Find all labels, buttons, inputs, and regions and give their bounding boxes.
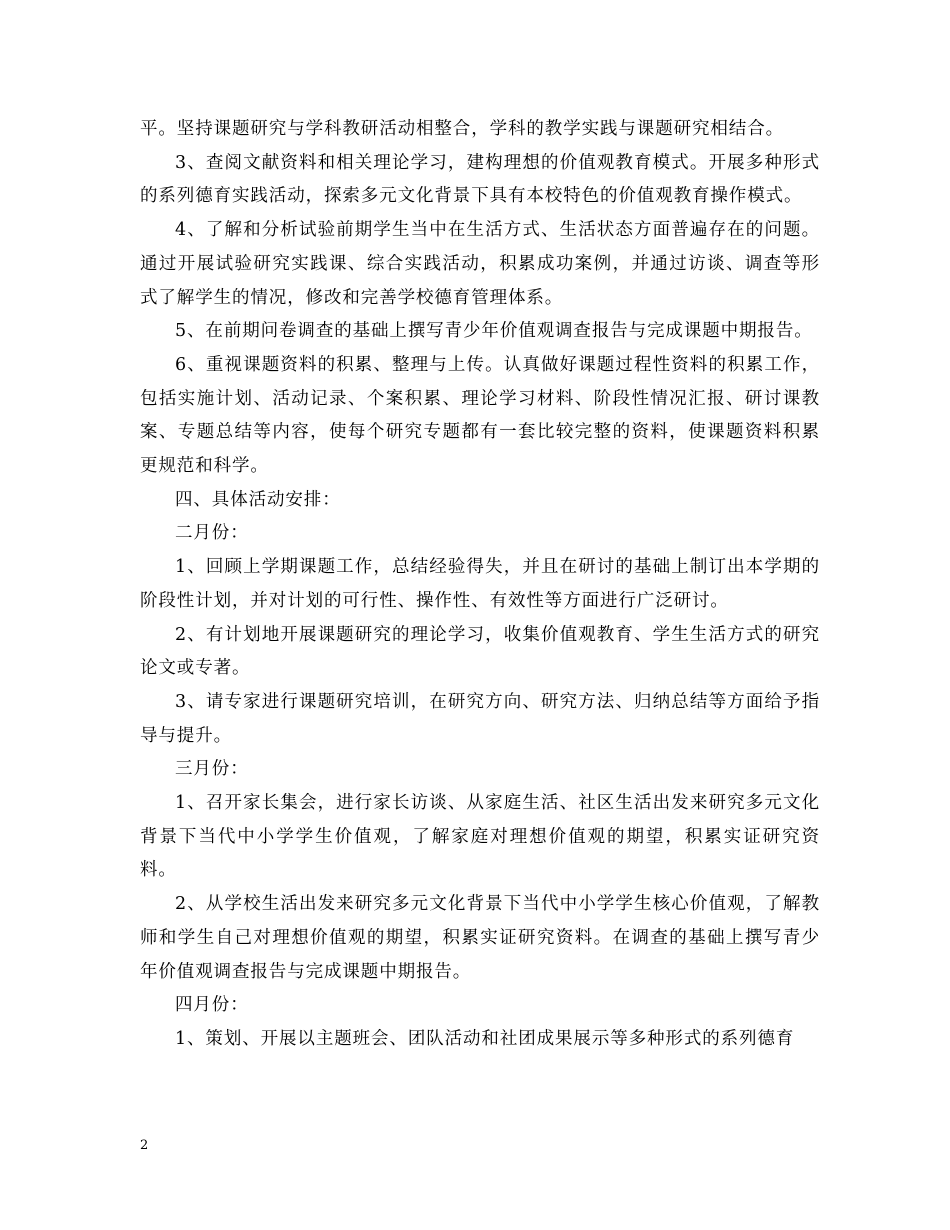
february-item-2: 2、有计划地开展课题研究的理论学习，收集价值观教育、学生生活方式的研究论文或专著。 [140,624,820,679]
page-number: 2 [140,1138,149,1153]
month-heading-february: 二月份： [175,523,249,544]
paragraph-item-6: 6、重视课题资料的积累、整理与上传。认真做好课题过程性资料的积累工作，包括实施计划、活动记录、个案积累、理论学习材料、阶段性情况汇报、研讨课教案、专题总结等内容，使每个研究专题都有一套比较完整的资料，使课题资料积累更规范和科学。 [140,354,820,477]
paragraph-item-3: 3、查阅文献资料和相关理论学习，建构理想的价值观教育模式。开展多种形式的系列德育实践活动，探索多元文化背景下具有本校特色的价值观教育操作模式。 [140,152,820,207]
february-item-3: 3、请专家进行课题研究培训，在研究方向、研究方法、归纳总结等方面给予指导与提升。 [140,691,820,746]
april-item-1: 1、策划、开展以主题班会、团队活动和社团成果展示等多种形式的系列德育 [175,1028,795,1049]
paragraph-item-4: 4、了解和分析试验前期学生当中在生活方式、生活状态方面普遍存在的问题。通过开展试验研究实践课、综合实践活动，积累成功案例，并通过访谈、调查等形式了解学生的情况，修改和完善学校德育管理体系。 [140,220,820,308]
march-item-2: 2、从学校生活出发来研究多元文化背景下当代中小学学生核心价值观，了解教师和学生自己对理想价值观的期望，积累实证研究资料。在调查的基础上撰写青少年价值观调查报告与完成课题中期报告。 [140,894,820,982]
paragraph-continuation: 平。坚持课题研究与学科教研活动相整合，学科的教学实践与课题研究相结合。 [140,119,784,139]
document-body [140,113,820,1057]
month-heading-april: 四月份： [175,995,249,1016]
month-heading-march: 三月份： [175,759,249,780]
february-item-1: 1、回顾上学期课题工作，总结经验得失，并且在研讨的基础上制订出本学期的阶段性计划，并对计划的可行性、操作性、有效性等方面进行广泛研讨。 [140,557,820,611]
paragraph-item-5: 5、在前期问卷调查的基础上撰写青少年价值观调查报告与完成课题中期报告。 [175,321,813,342]
section-heading: 四、具体活动安排： [175,489,341,510]
march-item-1: 1、召开家长集会，进行家长访谈、从家庭生活、社区生活出发来研究多元文化背景下当代中小学学生价值观，了解家庭对理想价值观的期望，积累实证研究资料。 [140,793,820,881]
